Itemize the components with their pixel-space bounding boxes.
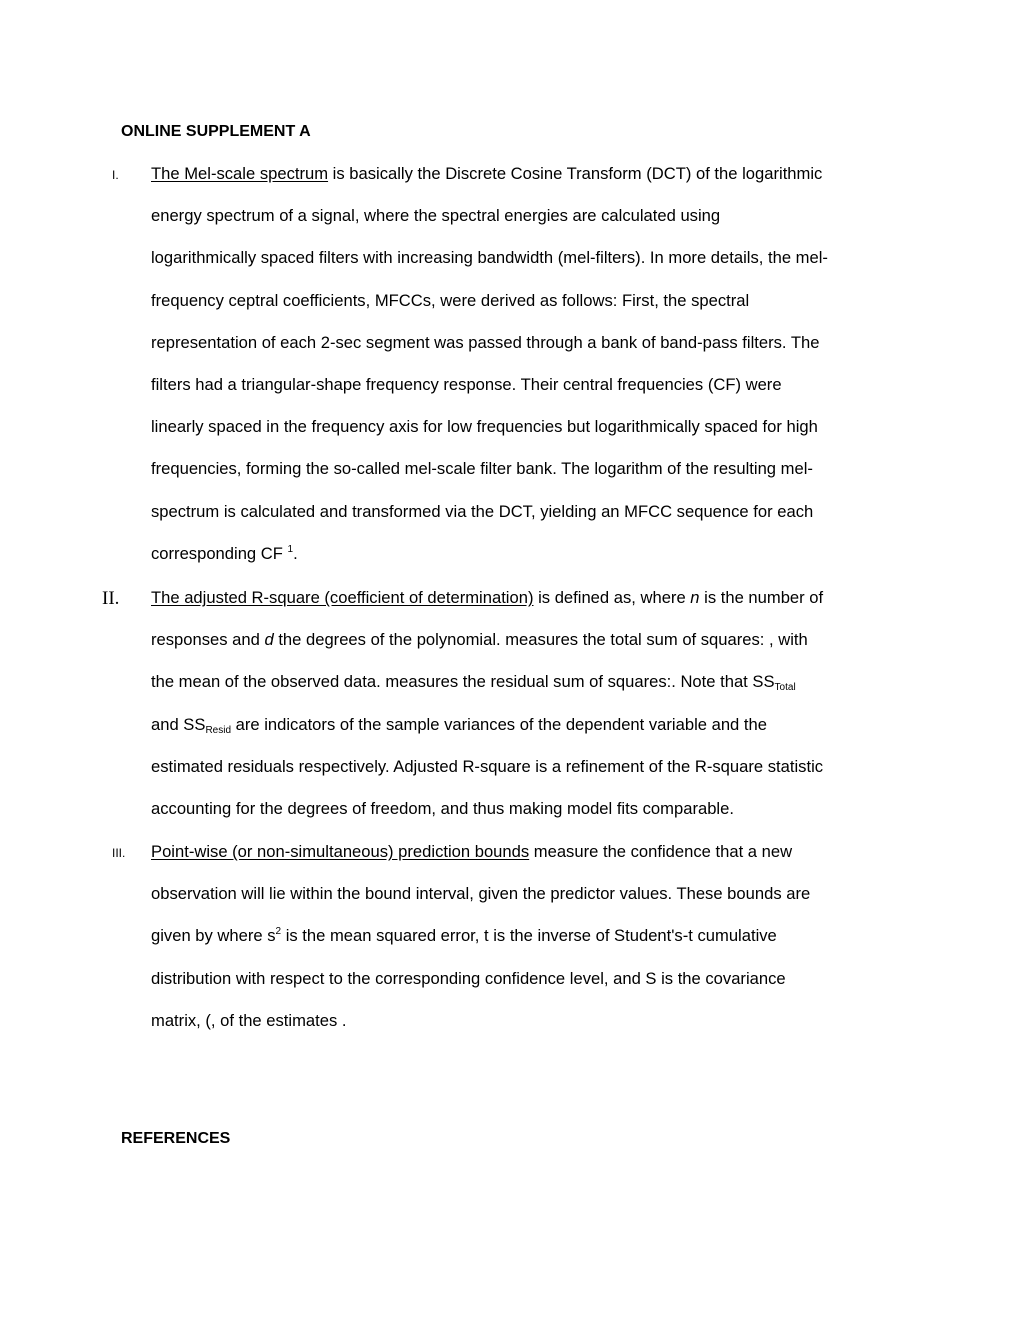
line-text: observation will lie within the bound interval, given the predictor values. These bounds are — [151, 884, 811, 904]
line-text: given by where s — [151, 926, 276, 946]
line-text: and SS — [151, 714, 206, 734]
item-1-line-6 — [151, 364, 911, 406]
line-text: spectrum is calculated and transformed via the DCT, yielding an MFCC sequence for each — [151, 501, 814, 521]
item-2-line-5 — [151, 746, 911, 788]
item-1-line-1 — [151, 153, 911, 195]
line-text: filters had a triangular-shape frequency response. Their central frequencies (CF) were — [151, 374, 782, 394]
item-2-paragraph — [151, 577, 911, 830]
item-2-line-4 — [151, 704, 911, 746]
line-text: is basically the Discrete Cosine Transform (DCT) of the logarithmic — [328, 164, 823, 183]
line-text: the degrees of the polynomial. measures the total sum of squares: , with — [273, 630, 808, 650]
section-title: ONLINE SUPPLEMENT A — [121, 123, 311, 140]
line-text: estimated residuals respectively. Adjusted R-square is a refinement of the R-square statistic — [151, 756, 824, 776]
item-3-line-4 — [151, 958, 911, 1000]
line-text: energy spectrum of a signal, where the spectral energies are calculated using — [151, 206, 721, 226]
item-marker-1: I. — [112, 168, 119, 182]
underlined-term: Point-wise (or non-simultaneous) prediction bounds — [151, 842, 530, 861]
italic-variable: d — [264, 630, 274, 650]
item-3-line-1 — [151, 831, 911, 873]
subscript: Total — [774, 682, 796, 694]
line-text: representation of each 2-sec segment was passed through a bank of band-pass filters. The — [151, 332, 820, 352]
line-text: responses and — [151, 630, 265, 650]
item-1-line-4 — [151, 280, 911, 322]
line-text: frequencies, forming the so-called mel-scale filter bank. The logarithm of the resulting mel- — [151, 459, 813, 479]
item-marker-3: III. — [112, 846, 126, 860]
item-3-paragraph — [151, 831, 911, 1042]
superscript: 2 — [275, 926, 282, 938]
item-1-line-10 — [151, 533, 911, 575]
line-text: linearly spaced in the frequency axis for low frequencies but logarithmically spaced for high — [151, 417, 818, 437]
line-text: is the mean squared error, t is the inverse of Student's-t cumulative — [281, 926, 777, 946]
item-3-line-2 — [151, 873, 911, 915]
footnote-ref: 1 — [287, 543, 294, 555]
underlined-term: The adjusted R-square (coefficient of determination) — [151, 588, 534, 607]
item-1-line-8 — [151, 448, 911, 490]
line-text: frequency ceptral coefficients, MFCCs, were derived as follows: First, the spectral — [151, 290, 750, 310]
italic-variable: n — [690, 588, 700, 607]
item-1-paragraph — [151, 153, 911, 575]
item-1-line-2 — [151, 195, 911, 237]
line-text: the mean of the observed data. measures the residual sum of squares:. Note that SS — [151, 672, 775, 692]
item-1-line-9 — [151, 491, 911, 533]
line-text: logarithmically spaced filters with increasing bandwidth (mel-filters). In more details, the mel- — [151, 248, 828, 268]
item-1-line-5 — [151, 322, 911, 364]
line-text: is the number of — [699, 588, 824, 607]
underlined-term: The Mel-scale spectrum — [151, 164, 329, 183]
line-text: accounting for the degrees of freedom, and thus making model fits comparable. — [151, 798, 734, 818]
item-2-line-2 — [151, 619, 911, 661]
line-text: distribution with respect to the corresponding confidence level, and S is the covariance — [151, 968, 786, 988]
item-marker-2: II. — [102, 588, 120, 609]
item-3-line-5 — [151, 1000, 911, 1042]
line-text: . — [293, 543, 298, 563]
item-3-line-3 — [151, 915, 911, 957]
subscript: Resid — [205, 724, 232, 736]
item-2-line-3 — [151, 661, 911, 703]
item-1-line-3 — [151, 237, 911, 279]
references-heading: REFERENCES — [121, 1130, 231, 1147]
line-text: are indicators of the sample variances of the dependent variable and the — [231, 714, 767, 734]
item-1-line-7 — [151, 406, 911, 448]
line-text: is defined as, where — [533, 588, 691, 607]
item-2-line-6 — [151, 788, 911, 830]
line-text: matrix, (, of the estimates . — [151, 1010, 347, 1030]
item-2-line-1 — [151, 577, 911, 619]
line-text: measure the confidence that a new — [529, 842, 793, 861]
line-text: corresponding CF — [151, 543, 288, 563]
